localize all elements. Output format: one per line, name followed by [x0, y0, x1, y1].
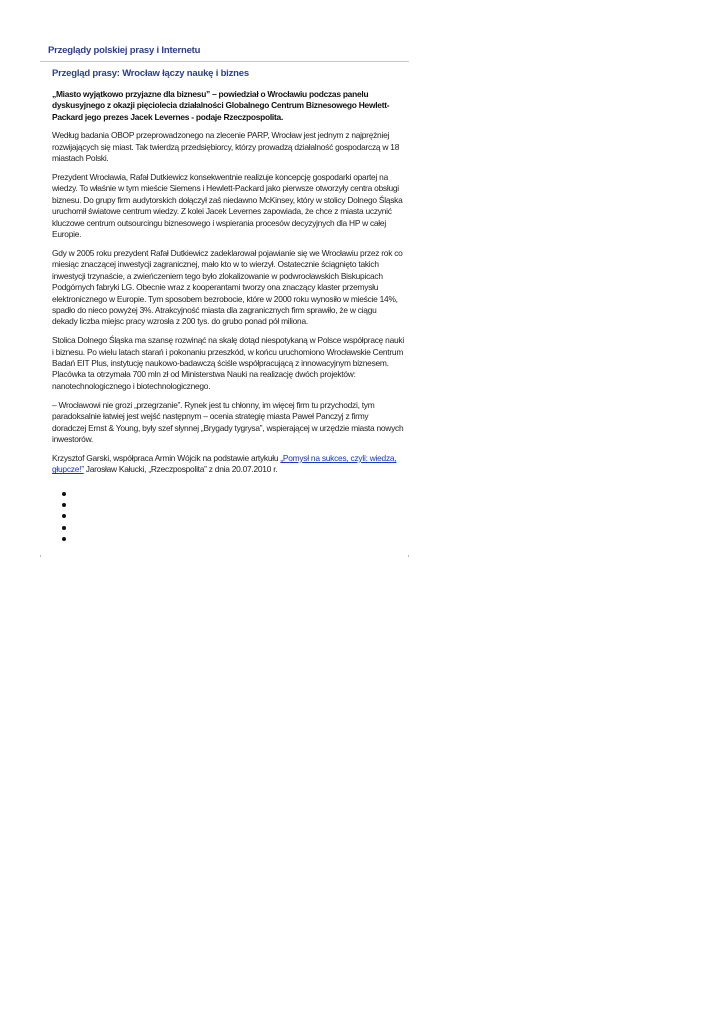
article-paragraph: Prezydent Wrocławia, Rafał Dutkiewicz konsekwentnie realizuje koncepcję gospodarki opartej na wiedzy. To właśnie w tym mieście Siemens i Hewlett-Packard jako pierwsze otworzyły centra obsługi biznesu. Do grupy firm audytorskich dołączył zaś niedawno McKinsey, który w stolicy Dolnego Śląska uruchomił światowe centrum wiedzy. Z kolei Jacek Levernes zapowiada, że chce z miasta uczynić kluczowe centrum outsourcingu biznesowego i wspierania procesów decyzyjnych dla HP w całej Europie.	[52, 171, 403, 239]
article-paragraph: – Wrocławowi nie grozi „przegrzanie”. Rynek jest tu chłonny, im więcej firm tu przychodzi, tym paradoksalnie łatwiej jest wejść następnym – ocenia strategię miasta Paweł Panczyj z firmy doradczej Ernst & Young, były szef słynnej „Brygady tygrysa”, wspierającej w urzędzie miasta nowych inwestorów.	[52, 399, 404, 444]
list-item	[62, 499, 404, 510]
page-corner-mark	[408, 555, 409, 557]
bullet-icon	[62, 537, 66, 541]
article-paragraph: Stolica Dolnego Śląska ma szansę rozwinąć na skalę dotąd niespotykaną w Polsce współpracę nauki i biznesu. Po wielu latach starań i pokonaniu przeszkód, w końcu uruchomiono Wrocławskie Centrum Badań EIT Plus, instytucję naukowo-badawczą ściśle współpracującą z innowacyjnym biznesem. Placówka ta otrzymała 700 mln zł od Ministerstwa Nauki na realizację dwóch projektów: nanotechnologicznego i biotechnologicznego.	[52, 335, 404, 391]
bullet-icon	[62, 526, 66, 530]
list-item	[62, 533, 404, 544]
article-credit	[52, 453, 404, 476]
article-lead: „Miasto wyjątkowo przyjazne dla biznesu” – powiedział o Wrocławiu podczas panelu dyskusyjnego z okazji pięciolecia działalności Globalnego Centrum Biznesowego Hewlett-Packard jego prezes Jacek Levernes - podaje Rzeczpospolita.	[52, 89, 390, 122]
bullet-icon	[62, 503, 66, 507]
bullet-icon	[62, 492, 66, 496]
bullet-icon	[62, 514, 66, 518]
credit-suffix: Jarosław Kałucki, „Rzeczpospolita” z dnia 20.07.2010 r.	[83, 464, 278, 475]
list-item	[62, 510, 404, 521]
source-article-link[interactable]: „Pomysł na sukces, czyli: wiedza, głupcze!”	[52, 452, 397, 475]
page-corner-mark	[40, 555, 41, 557]
article-title: Przegląd prasy: Wrocław łączy naukę i biznes	[52, 68, 249, 79]
empty-bullet-list	[52, 488, 404, 544]
article-content	[52, 66, 404, 544]
article-paragraph: Według badania OBOP przeprowadzonego na zlecenie PARP, Wrocław jest jednym z najprężniej rozwijających się miast. Tak twierdzą przedsiębiorcy, którzy prowadzą działalność gospodarczą w 18 miastach Polski.	[52, 130, 400, 164]
section-header-title: Przeglądy polskiej prasy i Internetu	[48, 45, 201, 56]
article-paragraph: Gdy w 2005 roku prezydent Rafał Dutkiewicz zadeklarował pojawianie się we Wrocławiu przez rok co miesiąc znaczącej inwestycji zagranicznej, mało kto w to wierzył. Ostatecznie ściągnięto takich inwestycji trzynaście, a zwieńczeniem tego było zlokalizowanie w podwrocławskich Biskupicach Podgórnych fabryki LG. Obecnie wraz z kooperantami tworzy ona znaczący klaster przemysłu elektronicznego w Europie. Tym sposobem bezrobocie, które w 2000 roku wynosiło w mieście 14%, spadło do nieco powyżej 3%. Atrakcyjność miasta dla zagranicznych firm sprawiło, że w ciągu dekady liczba miejsc pracy wzrosła z 200 tys. do grubo ponad pół miliona.	[52, 247, 403, 327]
list-item	[62, 522, 404, 533]
credit-prefix: Krzysztof Garski, współpraca Armin Wójcik na podstawie artykułu	[52, 452, 281, 463]
header-divider	[40, 61, 409, 62]
list-item	[62, 488, 404, 499]
